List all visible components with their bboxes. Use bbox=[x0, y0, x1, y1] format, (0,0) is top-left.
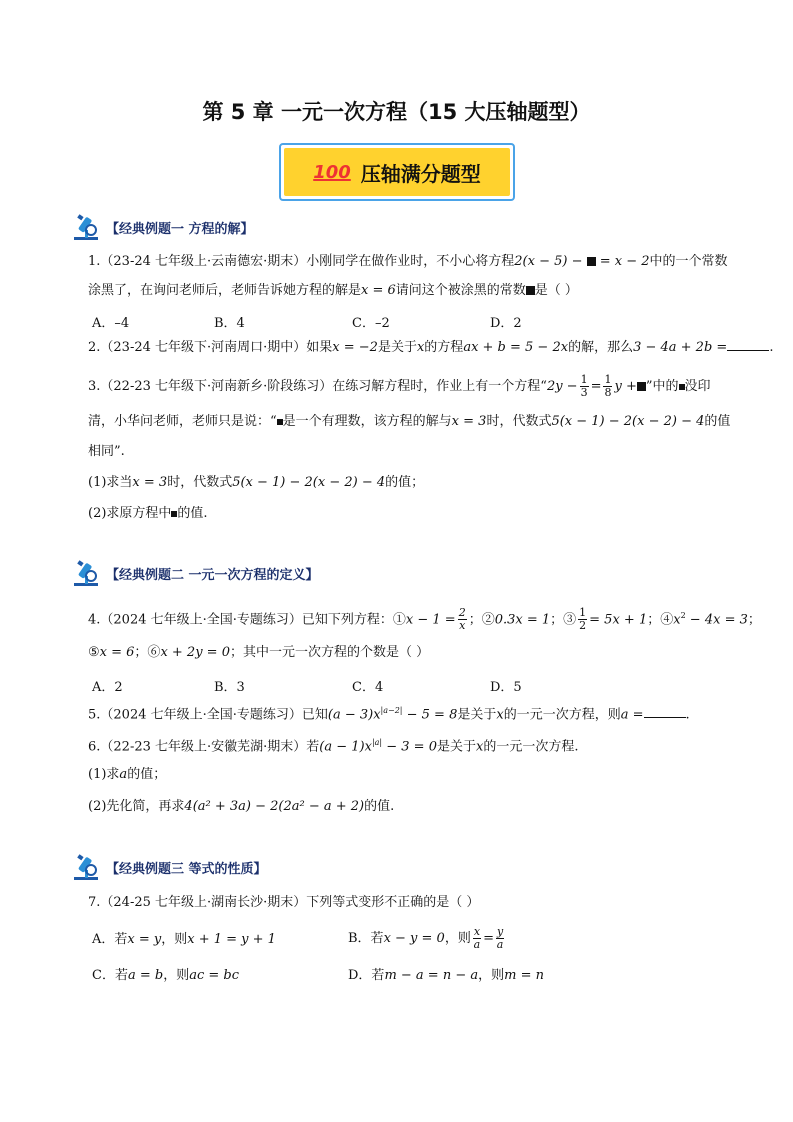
q2-math: x = −2 bbox=[332, 340, 378, 355]
q5-text: . bbox=[685, 707, 690, 723]
microscope-icon bbox=[72, 558, 102, 588]
q6-line bbox=[88, 733, 578, 757]
q2-math: ax + b = 5 − 2x bbox=[463, 340, 569, 355]
fraction bbox=[603, 374, 612, 399]
option-b: B．4 bbox=[214, 316, 245, 331]
q7-text: ，则 bbox=[444, 931, 471, 946]
q3-line1 bbox=[88, 374, 711, 399]
banner-text: 压轴满分题型 bbox=[360, 161, 481, 186]
q7-math: x + 1 = y + 1 bbox=[187, 932, 276, 947]
section-label: 【经典例题一 方程的解】 bbox=[106, 221, 254, 237]
q4-line2 bbox=[88, 643, 429, 663]
option-c: C．4 bbox=[352, 680, 384, 695]
q3-math: x = 3 bbox=[451, 414, 487, 429]
q3-line2 bbox=[88, 412, 730, 432]
q4-text: ；③ bbox=[550, 612, 577, 628]
q5-math: − 5 = 8 bbox=[402, 707, 458, 723]
q6-math: x bbox=[475, 739, 484, 755]
q3-text: 的值 bbox=[704, 414, 731, 429]
q6-math: (a − 1)x bbox=[319, 739, 372, 755]
q5-text: 是关于 bbox=[457, 707, 497, 723]
q7-text: ，则 bbox=[478, 968, 505, 983]
option-d: D．2 bbox=[490, 316, 522, 331]
numerator: 1 bbox=[580, 373, 588, 386]
fraction bbox=[580, 374, 589, 399]
q3-text: 时，代数式 bbox=[167, 475, 233, 490]
q1-line2 bbox=[88, 281, 578, 301]
q2-line bbox=[88, 338, 773, 358]
q6-part2 bbox=[88, 797, 394, 817]
q7-math: x = y bbox=[127, 932, 162, 947]
q6-math: 4(a² + 3a) − 2(2a² − a + 2) bbox=[184, 799, 365, 814]
q3-line3: 相同”. bbox=[88, 444, 125, 459]
banner bbox=[279, 143, 515, 201]
q1-eq: 2(x − 5) − bbox=[514, 254, 587, 269]
q4-math: x + 2y = 0 bbox=[160, 645, 230, 660]
q4-text: ；② bbox=[468, 612, 495, 628]
q4-text: ；其中一元一次方程的个数是（ ） bbox=[229, 645, 430, 660]
q6-math: a bbox=[119, 767, 128, 782]
q3-text: 没印 bbox=[684, 379, 711, 394]
q3-math: = bbox=[590, 379, 602, 394]
q4-text: ； bbox=[747, 612, 761, 628]
fraction bbox=[458, 607, 467, 632]
denominator: 8 bbox=[604, 386, 612, 399]
q4-math: = 5x + 1 bbox=[589, 612, 648, 628]
q5-line bbox=[88, 701, 690, 725]
q3-text: ”中的 bbox=[645, 379, 679, 394]
q1-text: 1.（23-24 七年级上·云南德宏·期末）小刚同学在做作业时，不小心将方程 bbox=[88, 254, 515, 269]
q4-line1 bbox=[88, 606, 761, 632]
denominator: 3 bbox=[580, 386, 588, 399]
q1-text: 中的一个常数 bbox=[649, 254, 728, 269]
q1-line1 bbox=[88, 252, 728, 272]
q6-text: 的值. bbox=[364, 799, 395, 814]
denominator: a bbox=[473, 938, 481, 951]
q6-math: − 3 = 0 bbox=[382, 739, 437, 755]
q7-text: B．若 bbox=[348, 931, 384, 946]
section-header-3 bbox=[72, 852, 267, 882]
section-header-2 bbox=[72, 558, 319, 588]
page-title: 第 5 章 一元一次方程（15 大压轴题型） bbox=[202, 100, 591, 124]
q5-math: x bbox=[496, 707, 504, 723]
q4-math: x − 1 = bbox=[405, 612, 456, 628]
q6-text: (1)求 bbox=[88, 767, 120, 782]
q7-text: ，则 bbox=[163, 968, 190, 983]
denominator: x bbox=[459, 619, 466, 633]
option-a: A．–4 bbox=[92, 316, 130, 331]
q4-text: ⑤ bbox=[88, 645, 100, 660]
numerator: x bbox=[473, 925, 481, 938]
q4-math: 0.3x = 1 bbox=[494, 612, 551, 628]
q2-text: 是关于 bbox=[377, 340, 417, 355]
q7-math: ac = bc bbox=[189, 968, 239, 983]
q7-math: x − y = 0 bbox=[383, 931, 445, 946]
q4-math: x bbox=[673, 612, 681, 628]
q3-math: x = 3 bbox=[132, 475, 168, 490]
q3-math: y + bbox=[614, 379, 637, 394]
q3-part1 bbox=[88, 473, 424, 493]
q3-text: 3.（22-23 七年级下·河南新乡·阶段练习）在练习解方程时，作业上有一个方程“ bbox=[88, 379, 547, 394]
banner-inner bbox=[284, 148, 510, 196]
q4-text: 4.（2024 七年级上·全国·专题练习）已知下列方程：① bbox=[88, 612, 406, 628]
q4-math: − 4x = 3 bbox=[685, 612, 748, 628]
option-a: A．2 bbox=[92, 680, 123, 695]
blacked-box bbox=[526, 286, 535, 295]
numerator: 1 bbox=[604, 373, 612, 386]
q1-text: 涂黑了，在询问老师后，老师告诉她方程的解是 bbox=[88, 283, 362, 298]
q6-text: 是关于 bbox=[436, 739, 476, 755]
q1-sol: x = 6 bbox=[361, 283, 396, 298]
q7-option-d bbox=[348, 966, 544, 986]
q2-math: 3 − 4a + 2b = bbox=[633, 340, 728, 355]
q3-math: 5(x − 1) − 2(x − 2) − 4 bbox=[551, 414, 705, 429]
q5-text: 的一元一次方程，则 bbox=[503, 707, 621, 723]
hundred-points-icon: 100 bbox=[313, 161, 351, 183]
q5-text: 5.（2024 七年级上·全国·专题练习）已知 bbox=[88, 707, 328, 723]
q4-text: ；④ bbox=[647, 612, 674, 628]
q3-text: 时，代数式 bbox=[486, 414, 552, 429]
q3-text: (2)求原方程中 bbox=[88, 506, 172, 521]
option-d: D．5 bbox=[490, 680, 522, 695]
q2-math: x bbox=[416, 340, 425, 355]
q7-text: C．若 bbox=[92, 968, 128, 983]
q4-text: ；⑥ bbox=[134, 645, 161, 660]
q5-math: (a − 3)x bbox=[327, 707, 381, 723]
q7-option-c bbox=[92, 966, 239, 986]
section-header-1 bbox=[72, 212, 254, 242]
answer-blank[interactable] bbox=[727, 338, 769, 351]
option-b: B．3 bbox=[214, 680, 245, 695]
numerator: 1 bbox=[579, 606, 587, 620]
q7-option-a bbox=[92, 930, 276, 950]
q3-text: (1)求当 bbox=[88, 475, 133, 490]
q3-math: 5(x − 1) − 2(x − 2) − 4 bbox=[232, 475, 386, 490]
denominator: 2 bbox=[579, 619, 587, 633]
section-label: 【经典例题三 等式的性质】 bbox=[106, 861, 267, 877]
option-c: C．–2 bbox=[352, 316, 390, 331]
q7-math: = bbox=[483, 931, 494, 946]
q3-text: 的值； bbox=[385, 475, 425, 490]
section-label: 【经典例题二 一元一次方程的定义】 bbox=[106, 567, 319, 583]
microscope-icon bbox=[72, 852, 102, 882]
q2-text: . bbox=[769, 340, 774, 355]
q5-math: a = bbox=[620, 707, 644, 723]
q6-text: 的值； bbox=[127, 767, 167, 782]
q1-options bbox=[92, 312, 522, 331]
answer-blank[interactable] bbox=[644, 705, 686, 718]
q7-text: ，则 bbox=[161, 932, 188, 947]
fraction bbox=[496, 926, 504, 951]
q1-eq2: = x − 2 bbox=[595, 254, 650, 269]
fraction bbox=[578, 607, 587, 632]
fraction bbox=[473, 926, 481, 951]
q1-text: 请问这个被涂黑的常数 bbox=[395, 283, 526, 298]
q6-part1 bbox=[88, 765, 166, 785]
q7-math: m = n bbox=[504, 968, 544, 983]
q6-text: 的一元一次方程. bbox=[483, 739, 579, 755]
q6-text: 6.（22-23 七年级上·安徽芜湖·期末）若 bbox=[88, 739, 320, 755]
q3-math: 2y − bbox=[546, 379, 578, 394]
q3-text: 清，小华问老师，老师只是说：“ bbox=[88, 414, 277, 429]
exponent: 2 bbox=[680, 611, 686, 620]
q3-text: 的值. bbox=[177, 506, 208, 521]
q7-math: m − a = n − a bbox=[384, 968, 479, 983]
q7-math: a = b bbox=[127, 968, 164, 983]
q7-stem: 7.（24-25 七年级上·湖南长沙·期末）下列等式变形不正确的是（ ） bbox=[88, 895, 480, 910]
microscope-icon bbox=[72, 212, 102, 242]
q7-option-b bbox=[348, 926, 506, 951]
q2-text: 的方程 bbox=[424, 340, 464, 355]
q1-text: 是（ ） bbox=[534, 283, 578, 298]
exponent: |a−2| bbox=[380, 706, 403, 715]
blacked-box bbox=[587, 257, 596, 266]
exponent: |a| bbox=[371, 738, 383, 747]
q2-text: 的解，那么 bbox=[568, 340, 634, 355]
q4-options bbox=[92, 676, 522, 695]
numerator: 2 bbox=[458, 606, 466, 620]
q4-math: x = 6 bbox=[99, 645, 135, 660]
q7-text: A．若 bbox=[92, 932, 128, 947]
q6-text: (2)先化简，再求 bbox=[88, 799, 185, 814]
numerator: y bbox=[496, 925, 504, 938]
q3-part2 bbox=[88, 504, 208, 524]
q7-text: D．若 bbox=[348, 968, 385, 983]
blacked-box bbox=[637, 382, 646, 391]
q3-text: 是一个有理数，该方程的解与 bbox=[282, 414, 452, 429]
denominator: a bbox=[496, 938, 504, 951]
q2-text: 2.（23-24 七年级下·河南周口·期中）如果 bbox=[88, 340, 333, 355]
